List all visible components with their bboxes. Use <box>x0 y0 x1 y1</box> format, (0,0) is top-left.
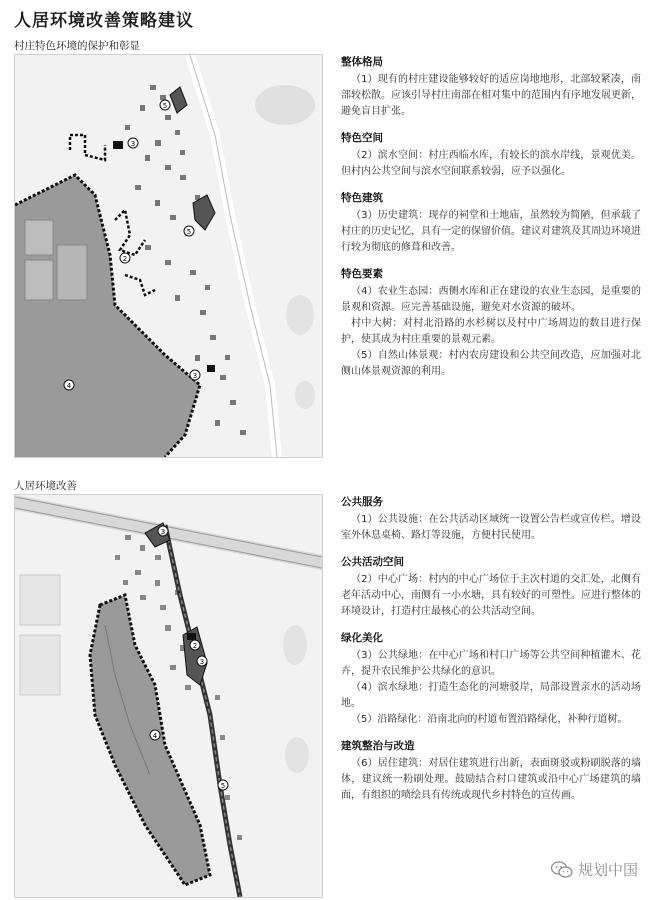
block-paragraph: （4）农业生态园：西侧水库和正在建设的农业生态园，是重要的景观和资源。应完善基础设施，避免对水资源的破坏。 <box>341 286 641 313</box>
map-marker: 5 <box>220 782 226 790</box>
block-paragraph: （3）历史建筑：现存的祠堂和土地庙，虽然较为简陋，但承载了村庄的历史记忆，具有一定的保留价值。建议对建筑及其周边环境进行较为彻底的修葺和改善。 <box>341 210 641 253</box>
block-heading: 整体格局 <box>341 56 383 68</box>
section-title-top: 村庄特色环境的保护和彰显 <box>14 40 140 52</box>
map-marker: 5 <box>162 102 168 110</box>
block-heading: 绿化美化 <box>341 632 383 644</box>
map-marker: 2 <box>122 255 128 263</box>
map-marker: 4 <box>66 382 72 390</box>
block-paragraph: （2）中心广场：村内的中心广场位于主次村道的交汇处，北侧有老年活动中心，南侧有一小水塘，具有较好的可塑性。应进行整体的环境设计，打造村庄最核心的公共活动空间。 <box>341 574 641 617</box>
village-map-bottom <box>14 494 323 898</box>
block-heading: 建筑整治与改造 <box>341 740 415 752</box>
map-marker: 4 <box>152 732 158 740</box>
block-heading: 特色要素 <box>341 268 383 280</box>
block-paragraph: （5）自然山体景观：村内农房建设和公共空间改造，应加强对北侧山体景观资源的利用。 <box>341 350 641 377</box>
section-title-bottom: 人居环境改善 <box>14 480 77 492</box>
watermark <box>551 859 638 880</box>
map-marker: 3 <box>192 372 198 380</box>
block-paragraph: （1）现有的村庄建设能够较好的适应岗地地形，北部较紧凑，南部较松散。应该引导村庄南部在相对集中的范围内有序地发展更新，避免盲目扩张。 <box>341 74 641 117</box>
map-marker: 3 <box>160 528 166 536</box>
block-paragraph: （1）公共设施：在公共活动区域统一设置公告栏或宣传栏。增设室外休息桌椅、路灯等设施，方便村民使用。 <box>341 514 641 541</box>
block-paragraph: （3）公共绿地：在中心广场和村口广场等公共空间种植灌木、花卉，提升农民维护公共绿化的意识。 <box>341 650 641 677</box>
block-heading: 特色空间 <box>341 132 383 144</box>
map-marker: 3 <box>199 658 205 666</box>
block-paragraph: （6）居住建筑：对居住建筑进行出新，表面斑驳或粉刷脱落的墙体，建议统一粉刷处理。鼓励结合村口建筑或沿中心广场建筑的墙面，有组织的喷绘具有传统或现代乡村特色的宣传画。 <box>341 758 641 801</box>
block-heading: 公共活动空间 <box>341 556 404 568</box>
block-paragraph: （2）滨水空间：村庄西临水库，有较长的滨水岸线，景观优美。但村内公共空间与滨水空间联系较弱，应予以强化。 <box>341 150 641 177</box>
map-marker: 2 <box>192 642 198 650</box>
block-paragraph: （4）滨水绿地：打造生态化的河塘驳岸，局部设置亲水的活动场地。 <box>341 682 641 709</box>
wechat-icon <box>551 861 573 879</box>
page-title: 人居环境改善策略建议 <box>14 11 194 31</box>
block-paragraph: （5）沿路绿化：沿南北向的村道布置沿路绿化，补种行道树。 <box>351 714 628 725</box>
block-heading: 特色建筑 <box>341 192 383 204</box>
text-column-bottom <box>341 494 641 814</box>
text-column-top <box>341 54 641 390</box>
map-marker: 3 <box>130 140 136 148</box>
map-marker: 5 <box>186 228 192 236</box>
block-heading: 公共服务 <box>341 496 383 508</box>
village-map-top <box>14 54 323 458</box>
watermark-text: 规划中国 <box>577 861 638 879</box>
block-paragraph: 村中大树：对村北沿路的水杉树以及村中广场周边的数目进行保护，使其成为村庄重要的景观元素。 <box>341 318 641 345</box>
